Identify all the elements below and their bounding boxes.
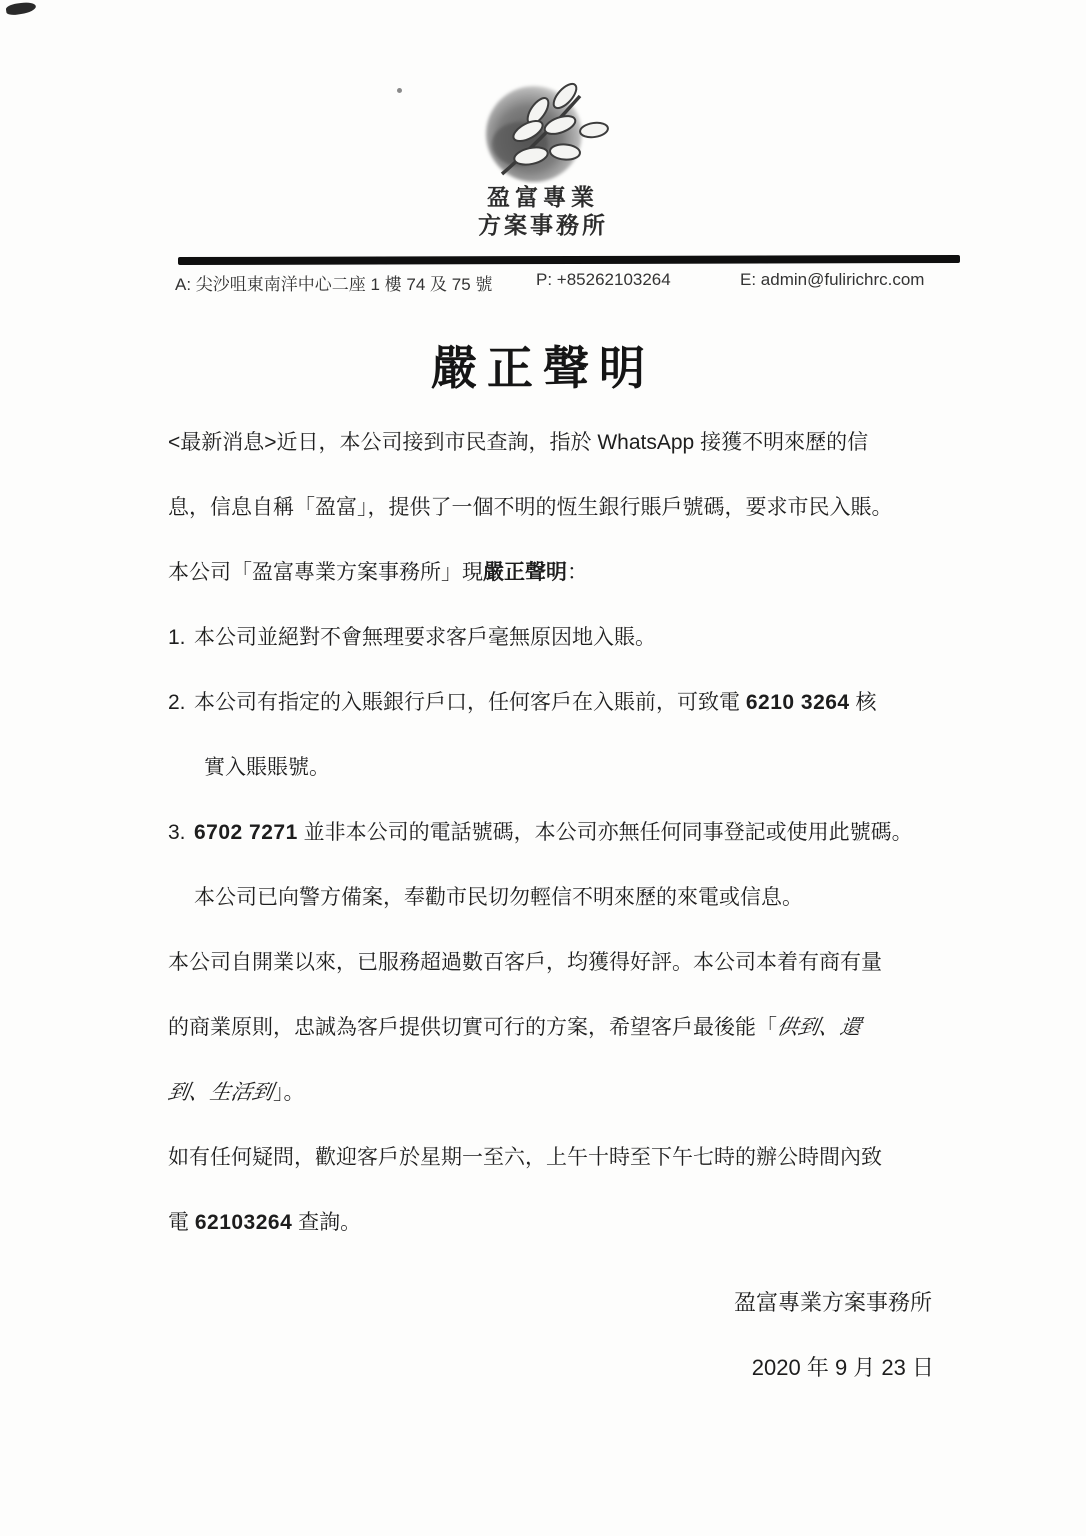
- company-phone: P: +85262103264: [536, 270, 671, 289]
- body-text: 本公司已向警方備案，奉勸市民切勿輕信不明來歷的來電或信息。: [194, 886, 803, 909]
- body-text: 本公司自開業以來，已服務超過數百客戶，均獲得好評。本公司本着有商有量: [168, 951, 882, 974]
- paragraph3-line1: [168, 930, 946, 995]
- list-number: 3.: [168, 821, 186, 844]
- phone-number: 6702 7271: [194, 821, 298, 844]
- list-item-1: [168, 605, 946, 670]
- paragraph2-line1: [168, 540, 946, 605]
- logo-name-line1: 盈富專業: [487, 185, 599, 210]
- phone-number: 62103264: [194, 1211, 293, 1234]
- body-text: 本公司有指定的入賬銀行戶口，任何客戶在入賬前，可致電: [194, 691, 746, 714]
- document-title: 嚴正聲明: [431, 342, 655, 394]
- paragraph3-line3: [168, 1060, 946, 1125]
- scan-artifact: [5, 1, 36, 16]
- paragraph1-line2: [168, 475, 946, 540]
- body-text: 實入賬賬號。: [204, 756, 330, 779]
- body-text: 本公司「盈富專業方案事務所」現: [168, 561, 483, 584]
- list-item-3-line1: [168, 800, 946, 865]
- phone-number: 6210 3264: [745, 691, 850, 714]
- body-text: 本公司並絕對不會無理要求客戶毫無原因地入賬。: [194, 626, 656, 649]
- header-divider: [178, 255, 960, 265]
- body-text: 電: [168, 1211, 195, 1234]
- list-number: 1.: [168, 626, 186, 649]
- body-text: 」。: [273, 1081, 305, 1104]
- statement-body: [168, 410, 946, 1255]
- list-number: 2.: [168, 691, 186, 714]
- body-text: ：: [567, 561, 588, 584]
- company-logo-name: [0, 184, 1086, 240]
- body-text: 息，信息自稱「盈富」，提供了一個不明的恆生銀行賬戶號碼，要求市民入賬。: [168, 496, 893, 519]
- list-item-2-line2: [168, 735, 946, 800]
- paragraph1-line1: [168, 410, 946, 475]
- signature-company-name: 盈富專業方案事務所: [733, 1290, 932, 1315]
- logo-name-line2: 方案事務所: [478, 213, 608, 238]
- body-text: 如有任何疑問，歡迎客戶於星期一至六，上午十時至下午七時的辦公時間內致: [168, 1146, 882, 1169]
- paragraph4-line2: [168, 1190, 946, 1255]
- list-item-2-line1: [168, 670, 946, 735]
- paragraph3-line2: [168, 995, 946, 1060]
- slogan-text: 供到、還: [775, 1016, 863, 1039]
- slogan-text: 到、生活到: [166, 1081, 275, 1104]
- emphasis-text: 嚴正聲明: [483, 561, 567, 584]
- contact-info-row: [0, 270, 1086, 296]
- body-text: 的商業原則，忠誠為客戶提供切實可行的方案，希望客戶最後能「: [168, 1016, 777, 1039]
- paragraph4-line1: [168, 1125, 946, 1190]
- body-text: 並非本公司的電話號碼，本公司亦無任何同事登記或使用此號碼。: [297, 821, 913, 844]
- company-address: A: 尖沙咀東南洋中心二座 1 樓 74 及 75 號: [175, 275, 493, 294]
- company-logo: [0, 78, 1086, 240]
- body-text: 核: [849, 691, 877, 714]
- leaf-branch-logo-icon: [468, 78, 618, 184]
- body-text: 查詢。: [292, 1211, 362, 1234]
- body-text: <最新消息>近日，本公司接到市民查詢，指於 WhatsApp 接獲不明來歷的信: [168, 431, 869, 454]
- list-item-3-line2: [168, 865, 946, 930]
- signature-date: 2020 年 9 月 23 日: [751, 1355, 934, 1380]
- company-email: E: admin@fulirichrc.com: [740, 270, 925, 289]
